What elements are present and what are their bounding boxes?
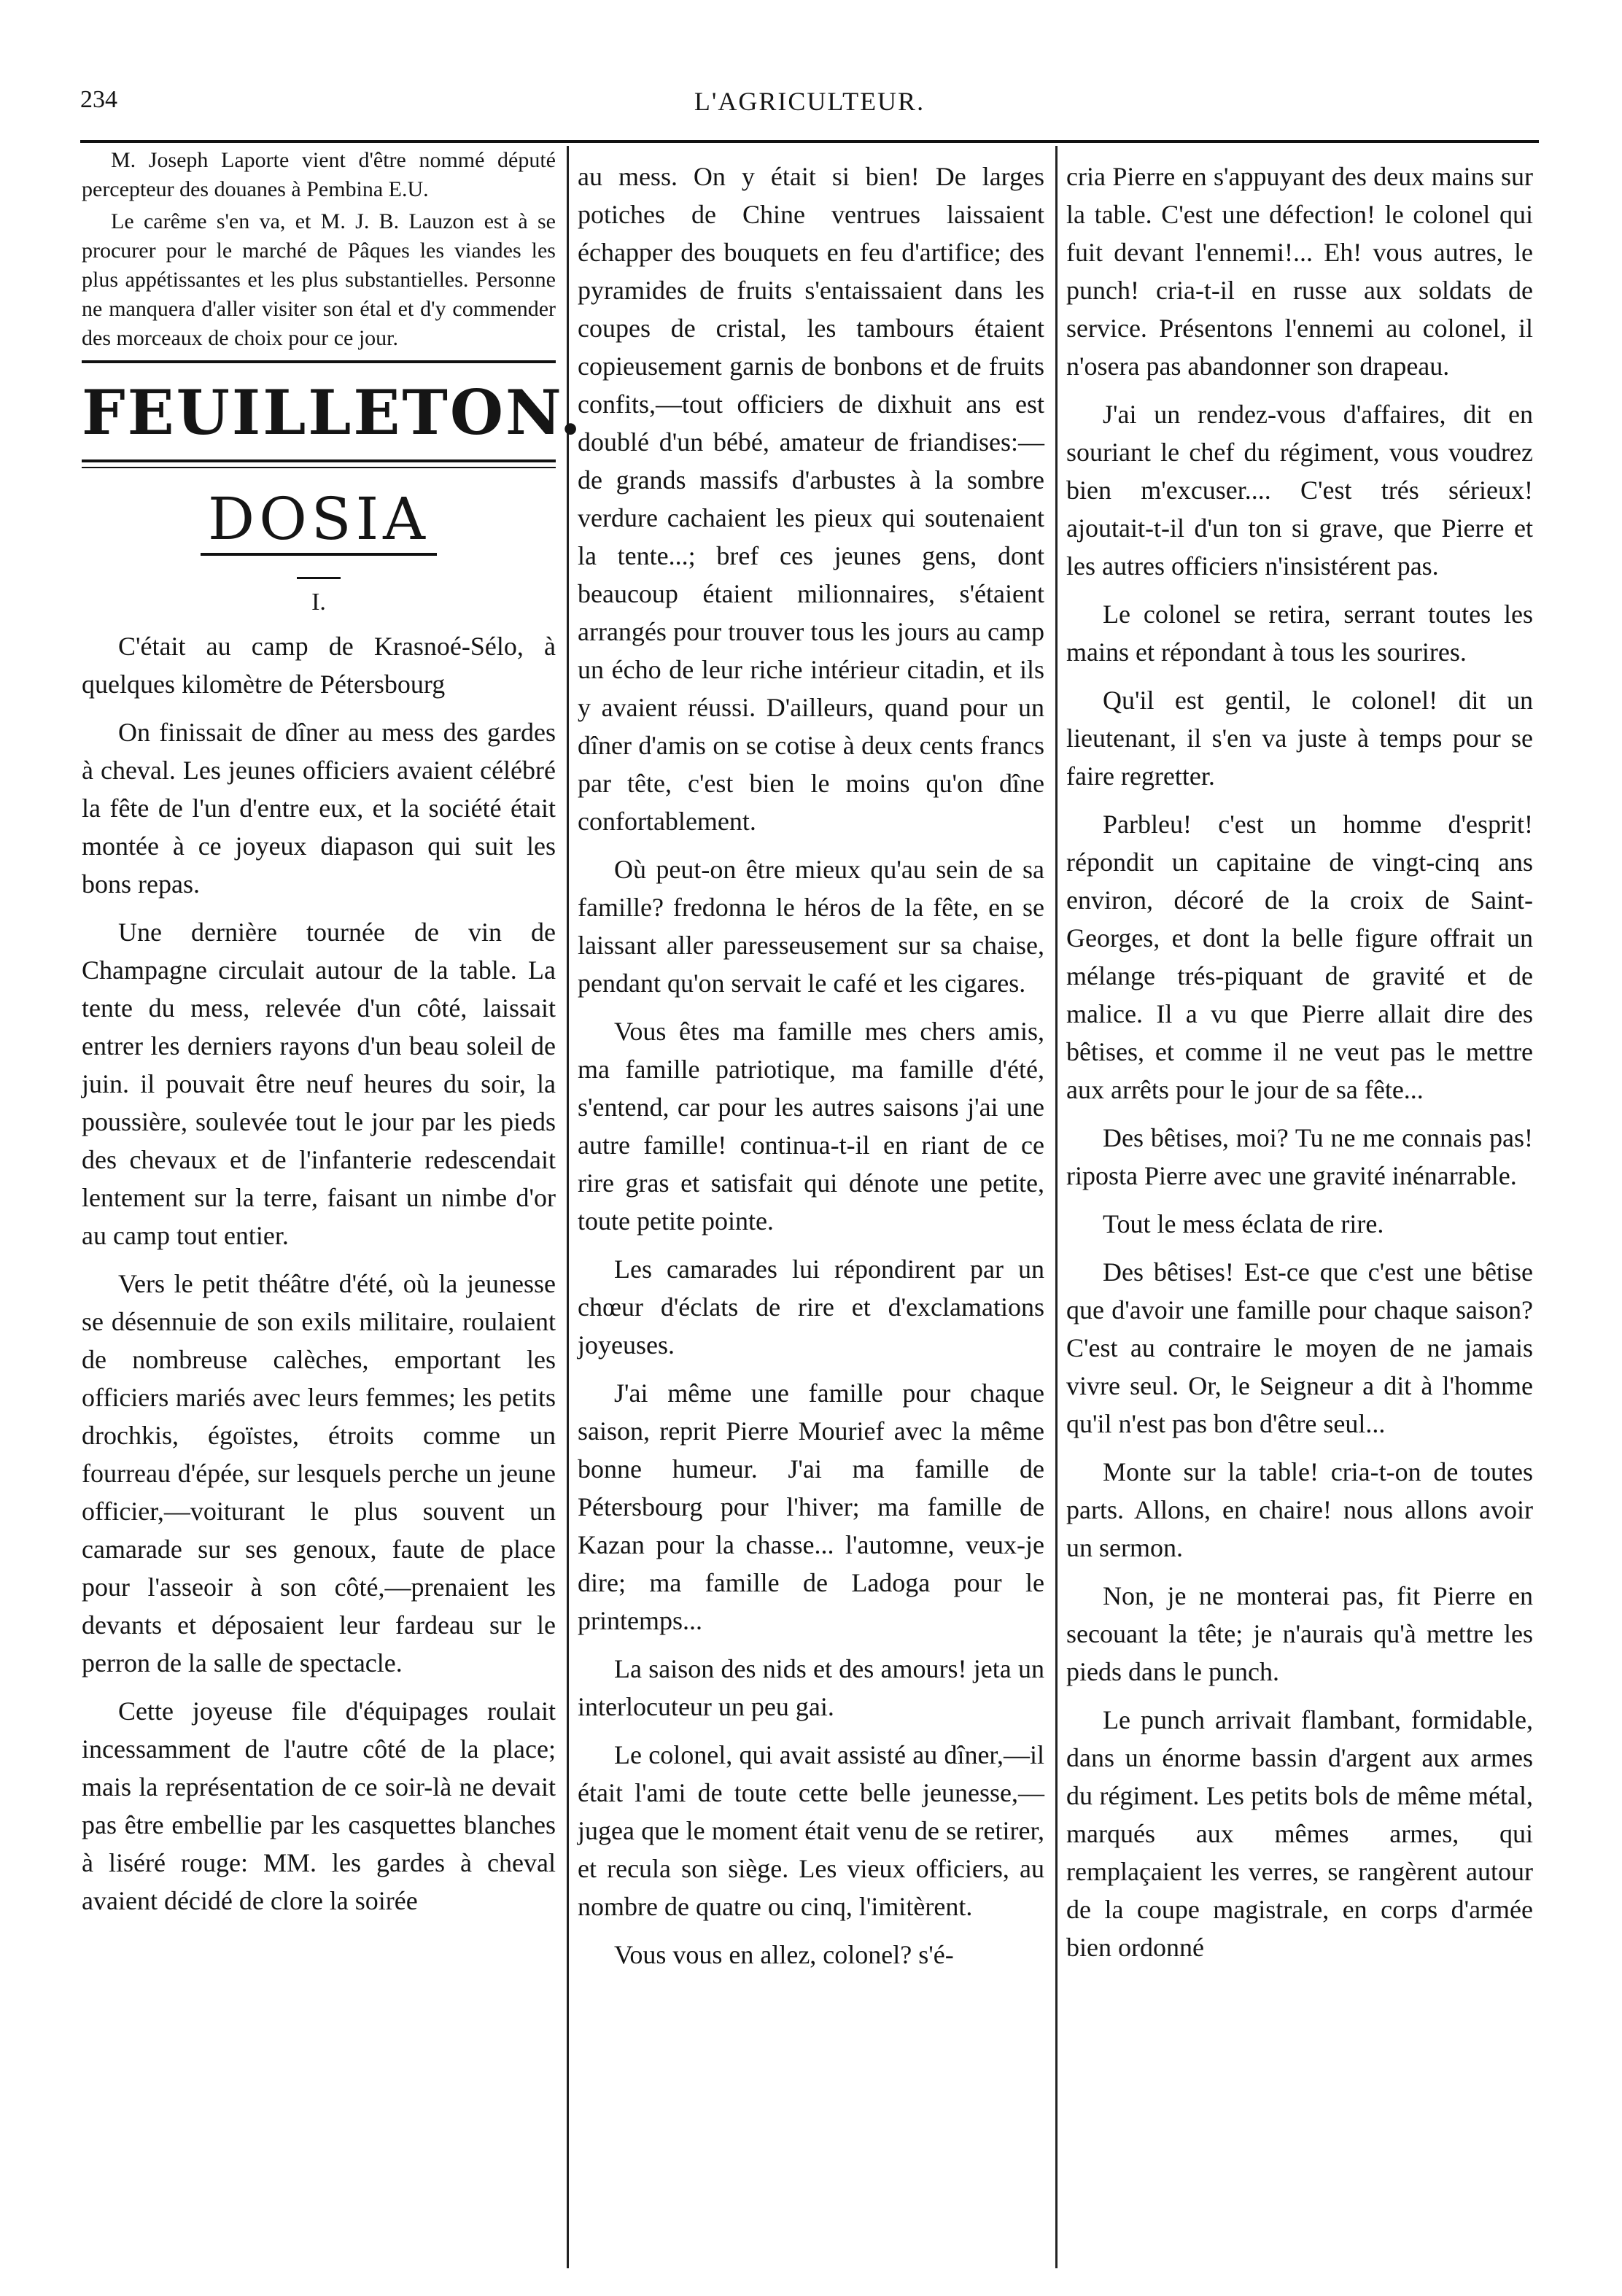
- paragraph: Cette joyeuse file d'équipages roulait incessamment de l'autre côté de la place; mais la représentation de ce soir-là ne devait pas être embellie par les casquettes blanches à liséré rouge: MM. les gardes à cheval avaient décidé de clore la soirée: [82, 1696, 556, 1915]
- story-title-text: DOSIA: [201, 485, 437, 556]
- paragraph: C'était au camp de Krasnoé-Sélo, à quelques kilomètre de Pétersbourg: [82, 632, 556, 699]
- paragraph: Les camarades lui répondirent par un chœur d'éclats de rire et d'exclamations joyeuses.: [578, 1254, 1044, 1360]
- paragraph: Qu'il est gentil, le colonel! dit un lieutenant, il s'en va juste à temps pour se faire regretter.: [1066, 686, 1533, 791]
- title-rule: [297, 577, 341, 579]
- column-1: [82, 146, 583, 1930]
- story-title: [82, 484, 556, 565]
- paragraph: Parbleu! c'est un homme d'esprit! répondit un capitaine de vingt-cinq ans environ, décoré de la croix de Saint-Georges, et dont la belle figure offrait un mélange trés-piquant de gravité et de malice. Il a vu que Pierre allait dire des bêtises, et comme il ne veut pas le mettre aux arrêts pour le jour de sa fête...: [1066, 810, 1533, 1104]
- paragraph: On finissait de dîner au mess des gardes à cheval. Les jeunes officiers avaient célébré la fête de l'un d'entre eux, et la société était montée à ce joyeux diapason qui suit les bons repas.: [82, 718, 556, 899]
- paragraph: Le punch arrivait flambant, formidable, dans un énorme bassin d'argent aux armes du régiment. Les petits bols de même métal, marqués aux mêmes armes, qui remplaçaient les verres, se rangèrent autour de la coupe magistrale, en corps d'armée bien ordonné: [1066, 1705, 1533, 1962]
- paragraph: Vers le petit théâtre d'été, où la jeunesse se désennuie de son exils militaire, roulaient de nombreuse calèches, emportant les officiers mariés avec leurs femmes; les petits drochkis, égoïstes, étroits comme un fourreau d'épée, sur lesquels perche un jeune officier,—voiturant le plus souvent un camarade sur ses genoux, faute de place pour l'asseoir à son côté,—prenaient les devants et déposaient leur fardeau sur le perron de la salle de spectacle.: [82, 1269, 556, 1678]
- paragraph: Où peut-on être mieux qu'au sein de sa famille? fredonna le héros de la fête, en se laissant aller paresseusement sur sa chaise, pendant qu'on servait le café et les cigares.: [578, 855, 1044, 998]
- column-3: [1066, 158, 1533, 1977]
- header-rule: [80, 140, 1539, 143]
- paragraph: au mess. On y était si bien! De larges potiches de Chine ventrues laissaient échapper des bouquets en feu d'artifice; des pyramides de fruits s'entaissaient dans les coupes de cristal, les tambours étaient copieusement garnis de bonbons et de fruits confits,—tout officiers de dixhuit ans est doublé d'un bébé, amateur de friandises:—de grands massifs d'arbustes à la sombre verdure cachaient les pieux qui soutenaient la tente...; bref ces jeunes gens, dont beaucoup étaient milionnaires, s'étaient arrangés pour trouver tous les jours au camp un écho de leur riche intérieur citadin, et ils y avaient réussi. D'ailleurs, quand pour un dîner d'amis on se cotise à deux cents francs par tête, c'est bien le moins qu'on dîne confortablement.: [578, 162, 1044, 836]
- paragraph: J'ai un rendez-vous d'affaires, dit en souriant le chef du régiment, vous voudrez bien m'excuser.... C'est trés sérieux! ajoutait-t-il d'un ton si grave, que Pierre et les autres officiers n'insistérent pas.: [1066, 400, 1533, 581]
- section-rule: [82, 467, 556, 468]
- running-title: L'AGRICULTEUR.: [694, 87, 926, 116]
- notice-paragraph: M. Joseph Laporte vient d'être nommé député percepteur des douanes à Pembina E.U.: [82, 148, 556, 201]
- paragraph: Non, je ne monterai pas, fit Pierre en secouant la tête; je n'aurais qu'à mettre les pieds dans le punch.: [1066, 1581, 1533, 1686]
- feuilleton-heading: FEUILLETON.: [82, 376, 583, 449]
- paragraph: Vous êtes ma famille mes chers amis, ma famille patriotique, ma famille d'été, s'entend, car pour les autres saisons j'ai une autre famille! continua-t-il en riant de ce rire gras et satisfait qui dénote une petite, toute petite pointe.: [578, 1017, 1044, 1236]
- paragraph: Des bêtises, moi? Tu ne me connais pas! riposta Pierre avec une gravité inénarrable.: [1066, 1123, 1533, 1190]
- paragraph: J'ai même une famille pour chaque saison, reprit Pierre Mourief avec la même bonne humeur. J'ai ma famille de Pétersbourg pour l'hiver; ma famille de Kazan pour la chasse... l'automne, veux-je dire; ma famille de Ladoga pour le printemps...: [578, 1378, 1044, 1635]
- chapter-number: I.: [311, 589, 326, 616]
- notice-paragraph: Le carême s'en va, et M. J. B. Lauzon est à se procurer pour le marché de Pâques les viandes les plus appétissantes et les plus substantielles. Personne ne manquera d'aller visiter son étal et d'y commender des morceaux de choix pour ce jour.: [82, 209, 556, 350]
- local-notices: [82, 146, 556, 353]
- paragraph: Une dernière tournée de vin de Champagne circulait autour de la table. La tente du mess, relevée d'un côté, laissait entrer les derniers rayons d'un beau soleil de juin. il pouvait être neuf heures du soir, la poussière, soulevée tout le jour par les pieds des chevaux et de l'infanterie redescendait lentement sur la terre, faisant un nimbe d'or au camp tout entier.: [82, 918, 556, 1250]
- paragraph: Monte sur la table! cria-t-on de toutes parts. Allons, en chaire! nous allons avoir un sermon.: [1066, 1457, 1533, 1562]
- paragraph: Tout le mess éclata de rire.: [1103, 1209, 1384, 1238]
- section-rule: [82, 459, 556, 462]
- paragraph: Le colonel, qui avait assisté au dîner,—il était l'ami de toute cette belle jeunesse,—jugea que le moment était venu de se retirer, et recula son siège. Les vieux officiers, au nombre de quatre ou cinq, l'imitèrent.: [578, 1740, 1044, 1921]
- paragraph: Vous vous en allez, colonel? s'é-: [614, 1940, 954, 1969]
- paragraph: cria Pierre en s'appuyant des deux mains sur la table. C'est une défection! le colonel qui fuit devant l'ennemi!... Eh! vous autres, le punch! cria-t-il en russe aux soldats de service. Présentons l'ennemi au colonel, il n'osera pas abandonner son drapeau.: [1066, 162, 1533, 381]
- paragraph: Le colonel se retira, serrant toutes les mains et répondant à tous les sourires.: [1066, 600, 1533, 667]
- page-header: [80, 86, 1539, 130]
- page-number: 234: [80, 86, 117, 113]
- column-divider-2: [1055, 146, 1058, 2268]
- column-2: [578, 158, 1044, 1984]
- column-divider-1: [567, 146, 569, 2268]
- section-rule: [82, 360, 556, 363]
- paragraph: Des bêtises! Est-ce que c'est une bêtise que d'avoir une famille pour chaque saison? C'est au contraire le moyen de ne jamais vivre seul. Or, le Seigneur a dit à l'homme qu'il n'est pas bon d'être seul...: [1066, 1257, 1533, 1438]
- paragraph: La saison des nids et des amours! jeta un interlocuteur un peu gai.: [578, 1654, 1044, 1721]
